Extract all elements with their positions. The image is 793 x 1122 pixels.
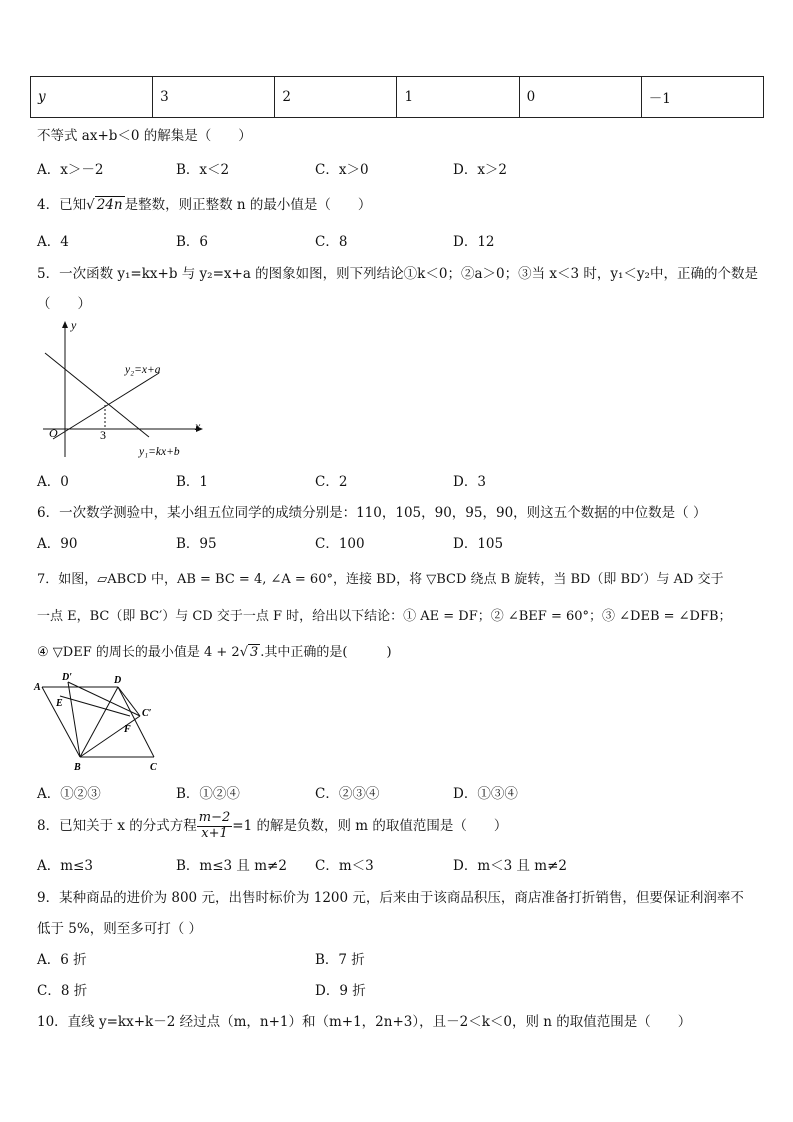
- option-a: A．①②③: [37, 786, 101, 802]
- option-c: C．2: [315, 474, 348, 490]
- table-cell: 1: [397, 77, 519, 118]
- point-e-label: E: [56, 698, 63, 709]
- q9-stem-line2: 低于 5%，则至多可打（ ）: [37, 921, 202, 937]
- point-c-prime-label: C′: [142, 708, 152, 719]
- point-d-label: D: [114, 675, 122, 686]
- option-c: C．②③④: [315, 786, 380, 802]
- point-c-label: C: [150, 762, 157, 773]
- option-b: B．①②④: [176, 786, 240, 802]
- q5-stem-line2: （ ）: [37, 296, 91, 312]
- q7-line3-prefix: ④ ▽DEF 的周长的最小值是 4 + 2: [37, 645, 240, 660]
- option-c: C．100: [315, 536, 365, 552]
- q5-stem-line1: 5．一次函数 y₁=kx+b 与 y₂=x+a 的图象如图，则下列结论①k＜0；②a＞0；③当 x＜3 时，y₁＜y₂中，正确的个数是: [37, 266, 758, 282]
- option-b: B．6: [176, 234, 209, 250]
- option-b: B．95: [176, 536, 217, 552]
- table-cell: 0: [519, 77, 641, 118]
- q4-suffix: 是整数，则正整数 n 的最小值是（ ）: [124, 197, 372, 213]
- q7-stem-line3: [37, 641, 392, 660]
- point-f-label: F: [124, 724, 131, 735]
- option-a: A．0: [37, 474, 69, 490]
- q5-function-graph: [35, 315, 210, 463]
- q7-radicand: 3: [249, 645, 259, 660]
- point-d-prime-label: D′: [62, 672, 73, 683]
- q7-stem-line2: 一点 E，BC（即 BC′）与 CD 交于一点 F 时，给出以下结论：① AE = DF；② ∠BEF = 60°；③ ∠DEB = ∠DFB；: [37, 609, 732, 624]
- option-b: B．m≤3 且 m≠2: [176, 858, 287, 874]
- table-cell: －1: [641, 77, 763, 118]
- q8-denominator: x+1: [201, 826, 228, 841]
- q9-stem-line1: 9．某种商品的进价为 800 元，出售时标价为 1200 元，后来由于该商品积压，商店准备打折销售，但要保证利润率不: [37, 890, 744, 906]
- table-cell: 2: [275, 77, 397, 118]
- option-c: C．x＞0: [315, 162, 369, 178]
- option-b: B．1: [176, 474, 209, 490]
- value-table: [30, 76, 764, 118]
- q7-line3-suffix: .其中正确的是( ): [260, 645, 392, 660]
- option-a: A．90: [37, 536, 78, 552]
- q8-numerator: m−2: [198, 810, 231, 826]
- q4-prefix: 4．已知: [37, 197, 87, 213]
- option-a: A．4: [37, 234, 69, 250]
- q8-stem: [37, 806, 507, 846]
- point-b-label: B: [74, 762, 81, 773]
- option-d: D．m＜3 且 m≠2: [453, 858, 567, 874]
- option-d: D．9 折: [315, 983, 366, 999]
- origin-label: O: [49, 426, 58, 440]
- q10-stem: 10．直线 y=kx+k－2 经过点（m，n+1）和（m+1，2n+3），且－2＜k＜0，则 n 的取值范围是（ ）: [37, 1014, 692, 1030]
- q7-parallelogram-figure: [30, 670, 170, 776]
- sqrt-icon: √: [239, 645, 248, 660]
- q8-fraction: [197, 811, 233, 842]
- q4-stem: [37, 193, 371, 213]
- option-b: B．x＜2: [176, 162, 230, 178]
- option-b: B．7 折: [315, 952, 365, 968]
- q7-stem-line1: 7．如图，▱ABCD 中，AB = BC = 4, ∠A = 60°，连接 BD，将 ▽BCD 绕点 B 旋转，当 BD（即 BD′）与 AD 交于: [37, 572, 724, 587]
- option-d: D．12: [453, 234, 495, 250]
- q8-prefix: 8．已知关于 x 的分式方程: [37, 818, 197, 834]
- option-c: C．8 折: [37, 983, 88, 999]
- option-d: D．x＞2: [453, 162, 508, 178]
- option-c: C．m＜3: [315, 858, 374, 874]
- option-d: D．105: [453, 536, 504, 552]
- option-d: D．3: [453, 474, 486, 490]
- option-a: A．6 折: [37, 952, 87, 968]
- y-axis-arrow-icon: [62, 321, 68, 328]
- line-y1-label: y₁=kx+b: [139, 446, 180, 458]
- q6-stem: 6．一次数学测验中，某小组五位同学的成绩分别是：110，105，90，95，90，则这五个数据的中位数是（ ）: [37, 505, 707, 521]
- q4-radicand: 24n: [96, 197, 123, 213]
- sqrt-icon: √: [86, 197, 95, 213]
- option-c: C．8: [315, 234, 348, 250]
- q3-stem: 不等式 ax+b＜0 的解集是（ ）: [37, 128, 252, 144]
- table-cell: 3: [153, 77, 275, 118]
- option-a: A．m≤3: [37, 858, 93, 874]
- line-y2-label: y₂=x+a: [125, 364, 161, 376]
- q8-suffix: =1 的解是负数，则 m 的取值范围是（ ）: [232, 818, 508, 834]
- table-row: [31, 77, 764, 118]
- option-a: A．x＞－2: [37, 162, 104, 178]
- point-a-label: A: [34, 682, 41, 693]
- tick-label-3: 3: [100, 428, 106, 442]
- option-d: D．①③④: [453, 786, 518, 802]
- table-cell: y: [31, 77, 153, 118]
- x-axis-label: x: [195, 419, 201, 433]
- y-axis-label: y: [71, 318, 77, 332]
